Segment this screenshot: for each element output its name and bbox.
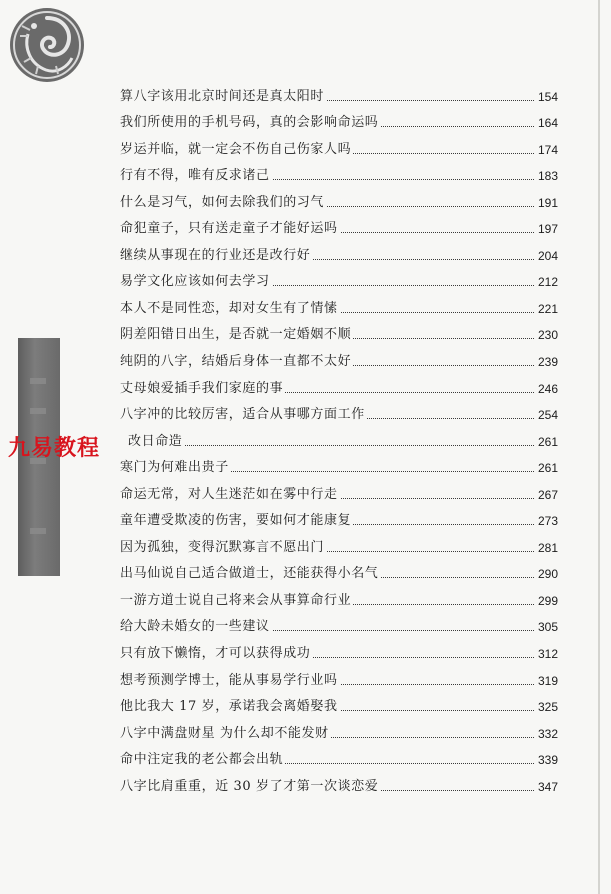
toc-title: 八字比肩重重，近 30 岁了才第一次谈恋爱 [120,775,380,794]
toc-title: 本人不是同性恋，却对女生有了情愫 [120,297,340,316]
toc-title: 出马仙说自己适合做道士，还能获得小名气 [120,562,380,581]
toc-page-number: 261 [537,434,558,449]
toc-title: 我们所使用的手机号码，真的会影响命运吗 [120,111,380,130]
toc-page-number: 339 [537,753,558,768]
toc-title: 只有放下懒惰，才可以获得成功 [120,642,312,661]
toc-page-number: 319 [537,673,558,688]
dot-leader [180,445,534,446]
toc-title: 想考预测学博士，能从事易学行业吗 [120,669,340,688]
toc-title: 改日命造 [128,430,184,449]
toc-page-number: 246 [537,381,558,396]
toc-title: 阴差阳错日出生，是否就一定婚姻不顺 [120,323,353,342]
toc-entry[interactable] [120,214,560,241]
toc-page-number: 183 [537,169,558,184]
toc-entry[interactable] [120,559,560,586]
toc-title: 继续从事现在的行业还是改行好 [120,244,312,263]
toc-page-number: 332 [537,726,558,741]
toc-entry[interactable] [120,81,560,108]
toc-entry[interactable] [120,506,560,533]
toc-page-number: 239 [537,355,558,370]
page-edge [598,0,600,894]
toc-entry[interactable] [120,373,560,400]
toc-title: 八字中满盘财星 为什么却不能发财 [120,722,331,741]
toc-entry[interactable] [120,346,560,373]
toc-entry[interactable] [120,638,560,665]
toc-page-number: 230 [537,328,558,343]
toc-page-number: 221 [537,301,558,316]
toc-title: 命犯童子，只有送走童子才能好运吗 [120,217,340,236]
toc-title: 易学文化应该如何去学习 [120,270,272,289]
toc-entry[interactable] [120,293,560,320]
toc-entry[interactable] [120,187,560,214]
toc-section-heading[interactable] [120,426,560,453]
toc-page-number: 154 [537,89,558,104]
toc-title: 行有不得，唯有反求诸己 [120,164,272,183]
toc-entry[interactable] [120,532,560,559]
toc-page-number: 273 [537,514,558,529]
toc-title: 丈母娘爱插手我们家庭的事 [120,377,285,396]
toc-title: 因为孤独，变得沉默寡言不愿出门 [120,536,326,555]
toc-title: 他比我大 17 岁，承诺我会离婚娶我 [120,695,340,714]
toc-entry[interactable] [120,479,560,506]
toc-title: 什么是习气，如何去除我们的习气 [120,191,326,210]
toc-entry[interactable] [120,665,560,692]
toc-page-number: 281 [537,540,558,555]
toc-title: 寒门为何难出贵子 [120,456,231,475]
toc-page-number: 325 [537,700,558,715]
toc-page-number: 347 [537,779,558,794]
table-of-contents [120,81,560,798]
toc-page-number: 267 [537,487,558,502]
toc-entry[interactable] [120,585,560,612]
toc-title: 给大龄未婚女的一些建议 [120,615,272,634]
toc-page-number: 299 [537,593,558,608]
toc-page-number: 261 [537,461,558,476]
toc-page-number: 254 [537,408,558,423]
toc-page-number: 204 [537,248,558,263]
toc-page-number: 164 [537,116,558,131]
toc-page-number: 174 [537,142,558,157]
toc-title: 岁运并临，就一定会不伤自己伤家人吗 [120,138,353,157]
toc-page-number: 305 [537,620,558,635]
toc-entry[interactable] [120,745,560,772]
toc-title: 一游方道士说自己将来会从事算命行业 [120,589,353,608]
toc-entry[interactable] [120,453,560,480]
toc-page-number: 191 [537,195,558,210]
toc-page-number: 312 [537,647,558,662]
toc-title: 命中注定我的老公都会出轨 [120,748,285,767]
toc-entry[interactable] [120,320,560,347]
toc-entry[interactable] [120,108,560,135]
toc-title: 童年遭受欺凌的伤害，要如何才能康复 [120,509,353,528]
toc-entry[interactable] [120,771,560,798]
toc-entry[interactable] [120,240,560,267]
toc-page-number: 197 [537,222,558,237]
toc-entry[interactable] [120,161,560,188]
toc-entry[interactable] [120,692,560,719]
toc-title: 算八字该用北京时间还是真太阳时 [120,85,326,104]
toc-entry[interactable] [120,718,560,745]
toc-entry[interactable] [120,400,560,427]
toc-page-number: 290 [537,567,558,582]
toc-entry[interactable] [120,267,560,294]
dragon-logo-icon [6,4,88,86]
toc-page-number: 212 [537,275,558,290]
toc-title: 纯阴的八字，结婚后身体一直都不太好 [120,350,353,369]
toc-entry[interactable] [120,612,560,639]
toc-entry[interactable] [120,134,560,161]
toc-title: 八字冲的比较厉害，适合从事哪方面工作 [120,403,367,422]
watermark-text: 九易教程 [8,436,101,461]
toc-title: 命运无常，对人生迷茫如在雾中行走 [120,483,340,502]
